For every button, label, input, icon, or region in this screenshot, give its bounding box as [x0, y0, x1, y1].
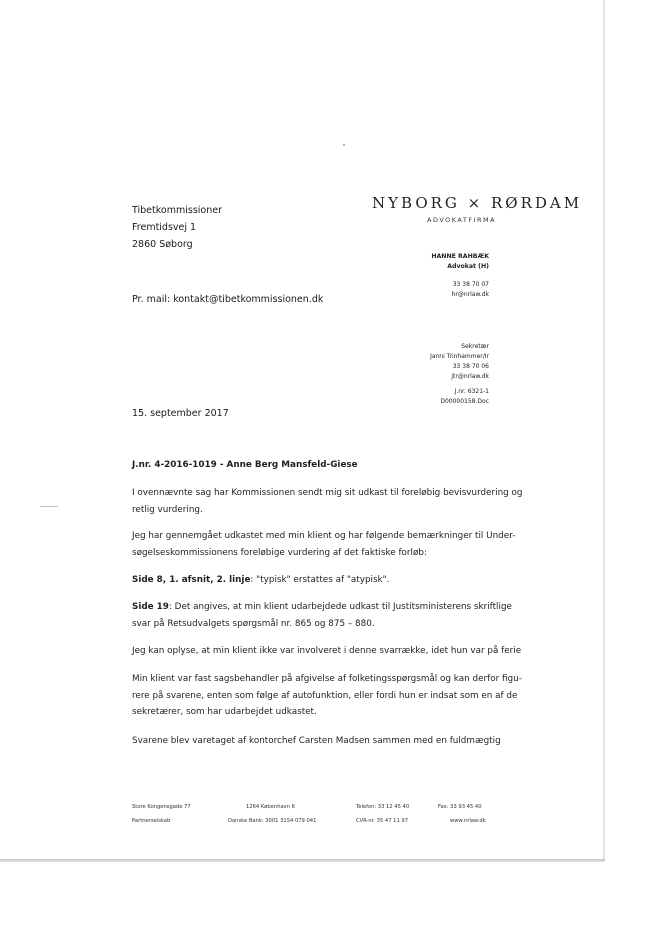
lawyer-contact [431, 252, 489, 300]
lawyer-title: Advokat (H) [447, 263, 489, 270]
secretary-email: jtr@nrlaw.dk [451, 373, 489, 380]
paragraph-5-line-1: Jeg kan oplyse, at min klient ikke var involveret i denne svarrække, idet hun var på ferie [132, 646, 522, 656]
secretary-label: Sekretær [461, 343, 489, 350]
paragraph-1-line-1: I ovennævnte sag har Kommissionen sendt mig sit udkast til foreløbig bevisvurdering og [132, 488, 523, 498]
reference-doc: D00000158.Doc [440, 398, 489, 405]
footer-bank: Danske Bank: 3001 3154 079 041 [228, 818, 317, 824]
secretary-phone: 33 38 70 06 [452, 363, 489, 370]
paragraph-1 [132, 485, 523, 518]
lawyer-name: HANNE RAHBÆK [431, 253, 489, 260]
paragraph-6-line-2: rere på svarene, enten som følge af autofunktion, eller fordi hun er indsat som en af de [132, 690, 518, 701]
page-edge-shadow-bottom [0, 859, 605, 862]
paragraph-3-text: : "typisk" erstattes af "atypisk". [250, 575, 390, 585]
paragraph-2-line-1: Jeg har gennemgået udkastet med min klient og har følgende bemærkninger til Under- [132, 531, 516, 541]
recipient-email-line: Pr. mail: kontakt@tibetkommissionen.dk [132, 294, 324, 305]
letter-subject: J.nr. 4-2016-1019 - Anne Berg Mansfeld-Giese [132, 460, 358, 470]
firm-logo-wordmark: NYBORG × RØRDAM [372, 194, 583, 212]
footer-cvr: CVR-nr. 35 47 11 97 [356, 818, 409, 824]
paragraph-3-heading: Side 8, 1. afsnit, 2. linje [132, 575, 251, 585]
paragraph-2-line-2: søgelseskommissionens foreløbige vurdering af det faktiske forløb: [132, 547, 427, 558]
secretary-contact [430, 342, 489, 407]
recipient-street: Fremtidsvej 1 [132, 222, 197, 233]
paragraph-6-line-3: sekretærer, som har udarbejdet udkastet. [132, 707, 317, 717]
recipient-name: Tibetkommissioner [132, 205, 222, 216]
secretary-name: Janni Trinhammer/Ir [430, 353, 489, 360]
page-edge-shadow-right [603, 0, 605, 862]
recipient-city: 2860 Søborg [132, 239, 193, 250]
lawyer-email: hr@nrlaw.dk [451, 291, 489, 298]
paragraph-3 [132, 572, 390, 589]
reference-jnr: J.nr. 6321-1 [454, 388, 489, 395]
paragraph-4 [132, 599, 512, 632]
paragraph-5 [132, 643, 521, 660]
footer-phone: Telefon: 33 12 45 40 [356, 804, 410, 810]
footer-address: Store Kongensgade 77 [132, 804, 191, 810]
lawyer-phone: 33 38 70 07 [452, 281, 489, 288]
footer-company-type: Partnerselskab [132, 818, 171, 824]
paragraph-4-heading: Side 19 [132, 602, 169, 612]
firm-tagline: ADVOKATFIRMA [427, 216, 497, 224]
paragraph-6 [132, 671, 522, 721]
paragraph-1-line-2: retlig vurdering. [132, 504, 203, 515]
paragraph-2 [132, 528, 515, 561]
footer-web: www.nrlaw.dk [450, 818, 486, 824]
footer-postal: 1264 København K [246, 804, 296, 810]
paragraph-7 [132, 733, 501, 750]
footer-fax: Fax: 33 93 45 40 [438, 804, 482, 810]
letter-date: 15. september 2017 [132, 408, 229, 419]
paragraph-6-line-1: Min klient var fast sagsbehandler på afgivelse af folketingsspørgsmål og kan derfor figu- [132, 674, 522, 684]
margin-punch-mark [40, 506, 58, 507]
paragraph-4-line-1: : Det angives, at min klient udarbejdede udkast til Justitsministerens skriftlige [168, 602, 512, 612]
scan-speck [343, 144, 345, 146]
paragraph-4-line-2: svar på Retsudvalgets spørgsmål nr. 865 og 875 – 880. [132, 618, 375, 629]
paragraph-7-line-1: Svarene blev varetaget af kontorchef Carsten Madsen sammen med en fuldmægtig [132, 736, 501, 746]
